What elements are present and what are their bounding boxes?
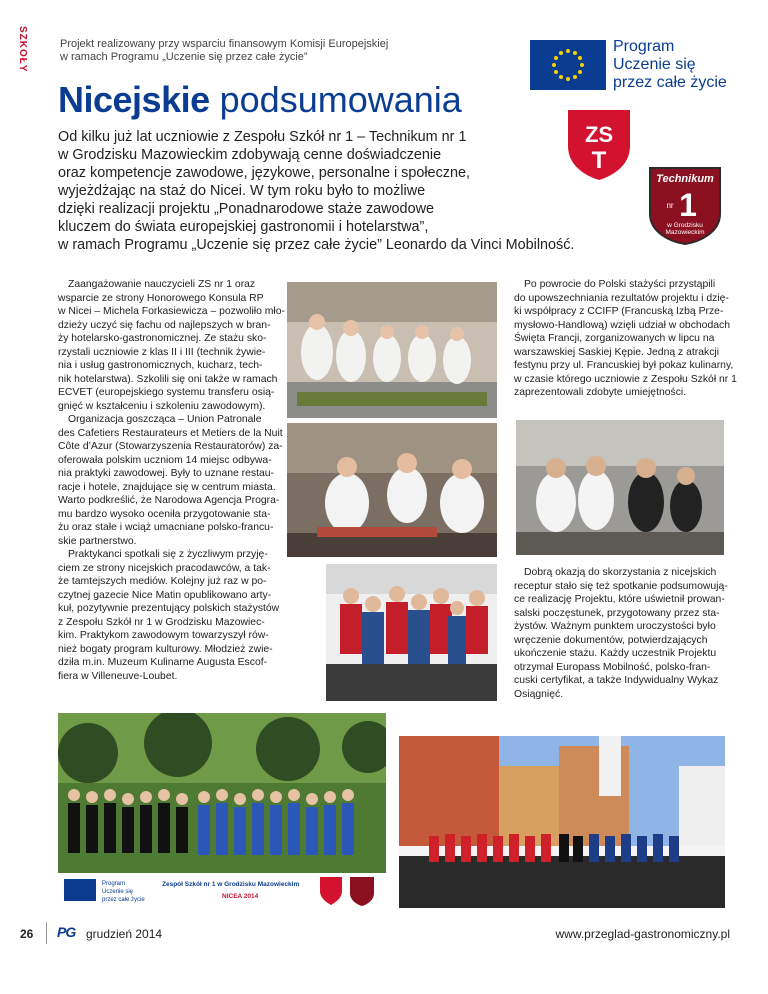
page-title [58, 80, 462, 120]
photo-students-red-blue [326, 564, 497, 701]
issue-date: grudzień 2014 [86, 927, 163, 941]
text-line: kim. Praktykom zawodowym towarzyszył rów- [58, 630, 269, 641]
svg-text:Mazowieckim: Mazowieckim [665, 229, 705, 236]
text-line: czytnej gazecie Nice Matin opublikowano arty- [58, 589, 272, 601]
program-logo-text [613, 38, 727, 92]
program-line: przez całe życie [613, 74, 727, 91]
title-light: podsumowania [209, 79, 462, 120]
text-line: ży hotelarsko-gastronomicznej. Ze stażu sko- [58, 333, 267, 344]
text-line: Święta Francji, zorganizowanych w lipcu na [514, 333, 715, 344]
text-line: Organizacja goszcząca – Union Patronale [68, 414, 262, 425]
lead-line: oraz kompetencje zawodowe, językowe, personalne i społeczne, [58, 165, 470, 181]
column-1-text [58, 278, 285, 683]
text-line: nik hotelarstwa). Szkolili się oni także w ramach [58, 373, 278, 385]
text-line: festynu przy ul. Francuskiej był pokaz kulinarny, [514, 360, 734, 371]
text-line: ECVET (europejskiego systemu transferu osią- [58, 387, 275, 398]
page-number: 26 [20, 927, 34, 941]
eu-stars-icon [530, 40, 606, 90]
project-note [60, 38, 440, 64]
text-line: rzystali uczniowie z klas II i III (technik żywie- [58, 346, 266, 358]
svg-text:Technikum: Technikum [656, 173, 714, 185]
text-line: ukończenie stażu. Każdy uczestnik Projektu [514, 648, 717, 659]
text-line: fiera w Villeneuve-Loubet. [58, 670, 178, 682]
section-tag: SZKOŁY [17, 26, 28, 73]
svg-text:1: 1 [679, 187, 697, 223]
text-line: warszawskiej Saskiej Kępie. Jedną z atrakcji [514, 346, 720, 358]
svg-text:ZS: ZS [584, 122, 614, 147]
lead-paragraph [58, 128, 618, 254]
text-line: otrzymał Europass Mobilność, polsko-fran- [514, 661, 711, 673]
text-line: do upowszechniania rezultatów projektu i dzię- [514, 292, 729, 304]
text-line: Dobrą okazją do skorzystania z nicejskich [524, 567, 717, 578]
text-line: Côte d’Azur (Stowarzyszenia Restauratorów) za- [58, 441, 283, 452]
svg-text:Uczenie się: Uczenie się [102, 889, 134, 895]
text-line: dziła m.in. Muzeum Kulinarne Augusta Escof- [58, 657, 268, 668]
magazine-logo: PG [57, 924, 76, 940]
text-line: receptur stało się też spotkanie podsumowują- [514, 580, 728, 592]
eu-flag-logo [530, 40, 606, 90]
text-line: cuski certyfikat, a także Indywidualny Wykaz [514, 675, 719, 686]
project-note-line: w ramach Programu „Uczenie się przez całe życie” [60, 51, 308, 63]
website-url: www.przeglad-gastronomiczny.pl [555, 927, 730, 941]
lead-line: kluczem do świata europejskiej gastronomii i hotelarstwa”, [58, 219, 429, 235]
text-line: żu oraz stałe i wciąż umacniane polsko-francu- [58, 522, 274, 533]
text-line: skie partnerstwo. [58, 535, 137, 547]
text-line: wręczenie dokumentów, potwierdzających [514, 634, 708, 646]
text-line: des Cafetiers Restaurateurs et Metiers de la Nuit [58, 427, 283, 439]
svg-text:nr: nr [666, 201, 674, 210]
lead-line: dzięki realizacji projektu „Ponadnarodowe staże zawodowe [58, 201, 434, 217]
text-line: z Zespołu Szkół nr 1 w Grodzisku Mazowiec- [58, 616, 265, 628]
text-line: żystów. Ważnym punktem uroczystości było [514, 621, 716, 632]
lead-line: Od kilku już lat uczniowie z Zespołu Szkół nr 1 – Technikum nr 1 [58, 129, 467, 145]
text-line: Zaangażowanie nauczycieli ZS nr 1 oraz [68, 279, 256, 290]
text-line: salski poczęstunek, przygotowany przez sta- [514, 607, 720, 619]
group-photo-school-caption: Zespół Szkół nr 1 w Grodzisku Mazowieckim [162, 881, 300, 888]
photo-cooking-class [287, 423, 497, 557]
text-line: ki współpracy z CCIFP (Francuską Izbą Prze- [514, 306, 724, 317]
text-line: kuł, pozytywnie prezentujący polskich stażystów [58, 603, 280, 614]
text-line: ciem ze strony nicejskich pracodawców, a tak- [58, 562, 271, 574]
photo-group-garden [58, 713, 386, 908]
text-line: w czasie którego uczniowie z Zespołu Szkół nr 1 [514, 373, 737, 385]
zst-shield-logo [566, 108, 632, 182]
text-line: zaprezentowali zdobyte umiejętności. [514, 387, 687, 398]
photo-kitchen-team [516, 420, 724, 555]
text-line: nia i usług gastronomicznych, kucharz, tech- [58, 360, 263, 371]
footer-divider [46, 922, 47, 944]
lead-line: w ramach Programu „Uczenie się przez całe życie” Leonardo da Vinci Mobilność. [58, 237, 575, 253]
text-line: Warto podkreślić, że Narodowa Agencja Progra- [58, 495, 280, 506]
program-line: Uczenie się [613, 56, 696, 73]
text-line: w Nicei – Michela Forkasiewicza – pozwoliło mło- [58, 306, 285, 317]
svg-text:w Grodzisku: w Grodzisku [667, 222, 703, 229]
text-line: wsparcie ze strony Honorowego Konsula RP [58, 292, 264, 304]
svg-text:Program: Program [102, 881, 126, 887]
text-line: nia praktyki zawodowej. Były to uznane restau- [58, 468, 275, 479]
text-line: Osiągnięć. [514, 688, 564, 700]
text-line: nież bogaty program kulturowy. Młodzież zwie- [58, 643, 273, 655]
technikum-badge [648, 164, 722, 246]
column-3-text-bottom [514, 566, 728, 701]
lead-line: w Grodzisku Mazowieckim zdobywają cenne doświadczenie [58, 147, 442, 163]
column-3-text-top [514, 278, 737, 400]
text-line: Praktykanci spotkali się z życzliwym przyję- [68, 549, 268, 560]
program-line: Program [613, 38, 675, 55]
photo-chefs-kitchen [287, 282, 497, 418]
text-line: gnięć w kształceniu i szkoleniu zawodowym). [58, 400, 266, 412]
title-bold: Nicejskie [58, 79, 210, 120]
svg-text:T: T [591, 147, 607, 174]
svg-text:przez całe życie: przez całe życie [102, 897, 145, 903]
text-line: ce realizację Projektu, które uświetnił prowan- [514, 594, 725, 605]
text-line: oferowała polskim uczniom 14 miejsc odbywa- [58, 454, 272, 466]
group-photo-event-caption: NICEA 2014 [222, 893, 259, 900]
project-note-line: Projekt realizowany przy wsparciu finansowym Komisji Europejskiej [60, 38, 389, 50]
text-line: mu bardzo wysoko oceniła przygotowanie sta- [58, 508, 271, 520]
lead-line: wyjeżdżając na staż do Nicei. W tym roku było to możliwe [58, 183, 426, 199]
photo-group-nice-square [399, 736, 725, 908]
text-line: że tamtejszych mediów. Kolejny już raz w po- [58, 576, 267, 587]
text-line: dzieży uczyć się fachu od najlepszych w bran- [58, 319, 271, 331]
text-line: racje i hotele, znajdujące się w centrum miasta. [58, 481, 276, 493]
text-line: Po powrocie do Polski stażyści przystąpili [524, 279, 716, 290]
text-line: mysłowo-Handlową) wzięli udział w obchodach [514, 319, 730, 331]
